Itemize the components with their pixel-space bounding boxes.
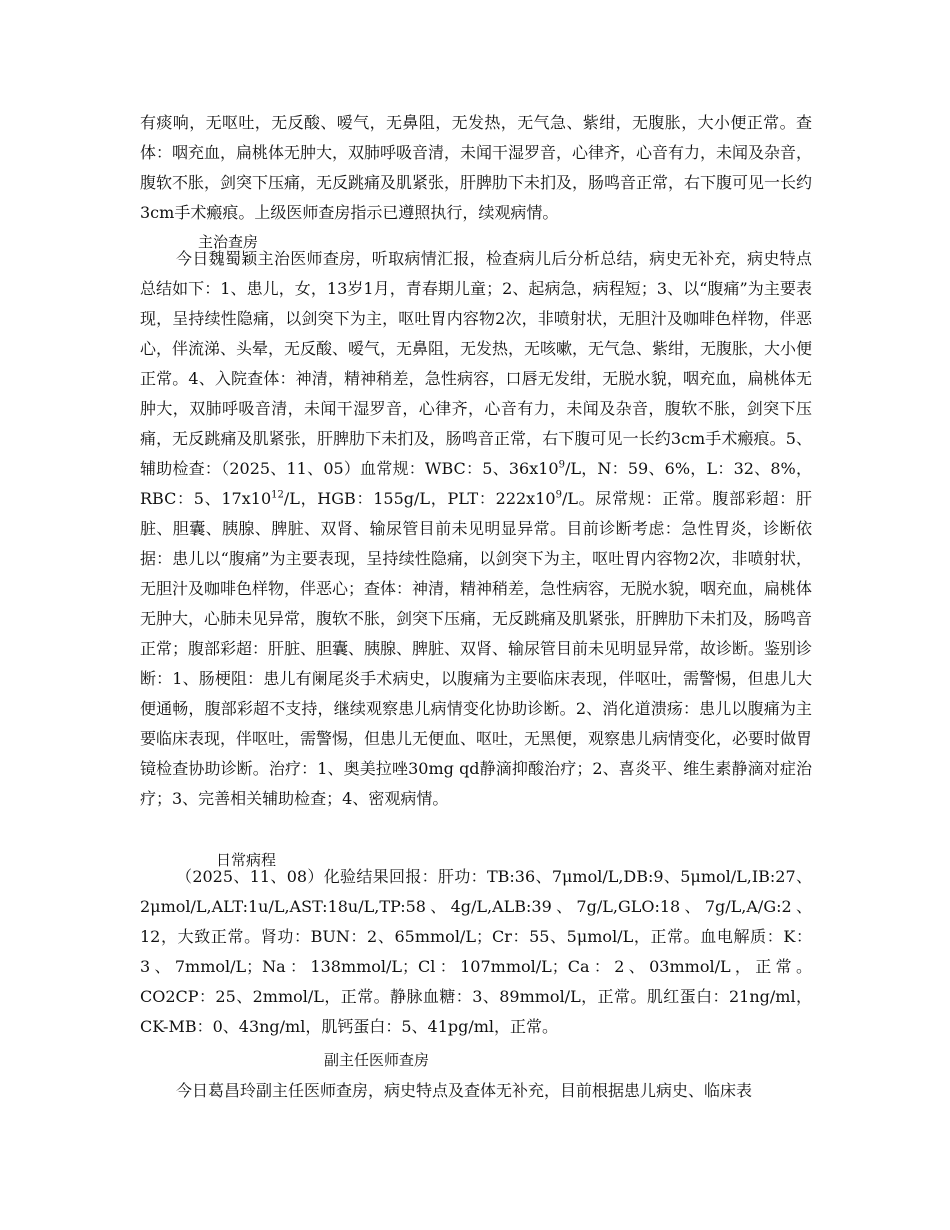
section-heading-associate-chief-round: 副主任医师查房 — [324, 1051, 430, 1069]
associate-chief-round-paragraph: 今日葛昌玲副主任医师查房，病史特点及查体无补充，目前根据患儿病史、临床表 — [176, 1081, 753, 1100]
exponent: 9 — [558, 459, 565, 471]
progress-note-paragraph: 有痰响，无呕吐，无反酸、嗳气，无鼻阻，无发热，无气急、紫绀，无腹胀，大小便正常。查体：咽充血，扁桃体无肿大，双肺呼吸音清，未闻干湿罗音，心律齐，心音有力，未闻及杂音，腹软不胀，剑突下压痛，无反跳痛及肌紧张，肝脾肋下未扪及，肠鸣音正常，右下腹可见一长约3cm手术瘢痕。上级医师查房指示已遵照执行，续观病情。 — [140, 113, 813, 222]
exponent: 12 — [271, 489, 284, 501]
section-heading-daily-progress: 日常病程 — [216, 851, 277, 869]
exponent: 9 — [555, 489, 562, 501]
text-run: /L。尿常规：正常。腹部彩超：肝脏、胆囊、胰腺、脾脏、双肾、输尿管目前未见明显异常。目前诊断考虑：急性胃炎，诊断依据：患儿以“腹痛”为主要表现，呈持续性隐痛，以剑突下为主，呕吐胃内容物2次，非喷射状，无胆汁及咖啡色样物，伴恶心；查体：神清，精神稍差，急性病容，无脱水貌，咽充血，扁桃体无肿大，心肺未见异常，腹软不胀，剑突下压痛，无反跳痛及肌紧张，肝脾肋下未扪及，肠鸣音正常；腹部彩超：肝脏、胆囊、胰腺、脾脏、双肾、输尿管目前未见明显异常，故诊断。鉴别诊断：1、肠梗阻：患儿有阑尾炎手术病史，以腹痛为主要临床表现，伴呕吐，需警惕，但患儿大便通畅，腹部彩超不支持，继续观察患儿病情变化协助诊断。2、消化道溃疡：患儿以腹痛为主要临床表现，伴呕吐，需警惕，但患儿无便血、呕吐，无黑便，观察患儿病情变化，必要时做胃镜检查协助诊断。治疗：1、奥美拉唑30mg qd静滴抑酸治疗；2、喜炎平、维生素静滴对症治疗；3、完善相关辅助检查；4、密观病情。 — [140, 489, 813, 808]
attending-round-paragraph — [140, 244, 812, 814]
text-run: /L，HGB：155g/L，PLT：222x10 — [283, 489, 556, 508]
section-heading-attending-round: 主治查房 — [198, 233, 259, 251]
lab-results-paragraph: （2025、11、08）化验结果回报：肝功：TB:36、7μmol/L,DB:9、5μmol/L,IB:27、2μmol/L,ALT:1u/L,AST:18u/L,TP:58、4g/L,ALB:39、7g/L,GLO:18、7g/L,A/G:2、12，大致正常。肾功：BUN：2、65mmol/L；Cr：55、5μmol/L，正常。血电解质：K：3、7mmol/L；Na：138mmol/L；Cl：107mmol/L；Ca：2、03mmol/L，正常。CO2CP：25、2mmol/L，正常。静脉血糖：3、89mmol/L，正常。肌红蛋白：21ng/ml，CK-MB：0、43ng/ml，肌钙蛋白：5、41pg/ml，正常。 — [140, 867, 812, 1036]
text-run: 今日魏蜀颖主治医师查房，听取病情汇报，检查病儿后分析总结，病史无补充，病史特点总结如下：1、患儿，女，13岁1月，青春期儿童；2、起病急，病程短；3、以“腹痛”为主要表现，呈持续性隐痛，以剑突下为主，呕吐胃内容物2次，非喷射状，无胆汁及咖啡色样物，伴恶心，伴流涕、头晕，无反酸、嗳气，无鼻阻，无发热，无咳嗽，无气急、紫绀，无腹胀，大小便正常。4、入院查体：神清，精神稍差，急性病容，口唇无发绀，无脱水貌，咽充血，扁桃体无肿大，双肺呼吸音清，未闻干湿罗音，心律齐，心音有力，未闻及杂音，腹软不胀，剑突下压痛，无反跳痛及肌紧张，肝脾肋下未扪及，肠鸣音正常，右下腹可见一长约3cm手术瘢痕。5、辅助检查：（2025、11、05）血常规：WBC：5、36x10 — [140, 249, 813, 478]
text-run: /L，N：59、6%，L：32、8%，RBC：5、17x10 — [140, 459, 812, 508]
